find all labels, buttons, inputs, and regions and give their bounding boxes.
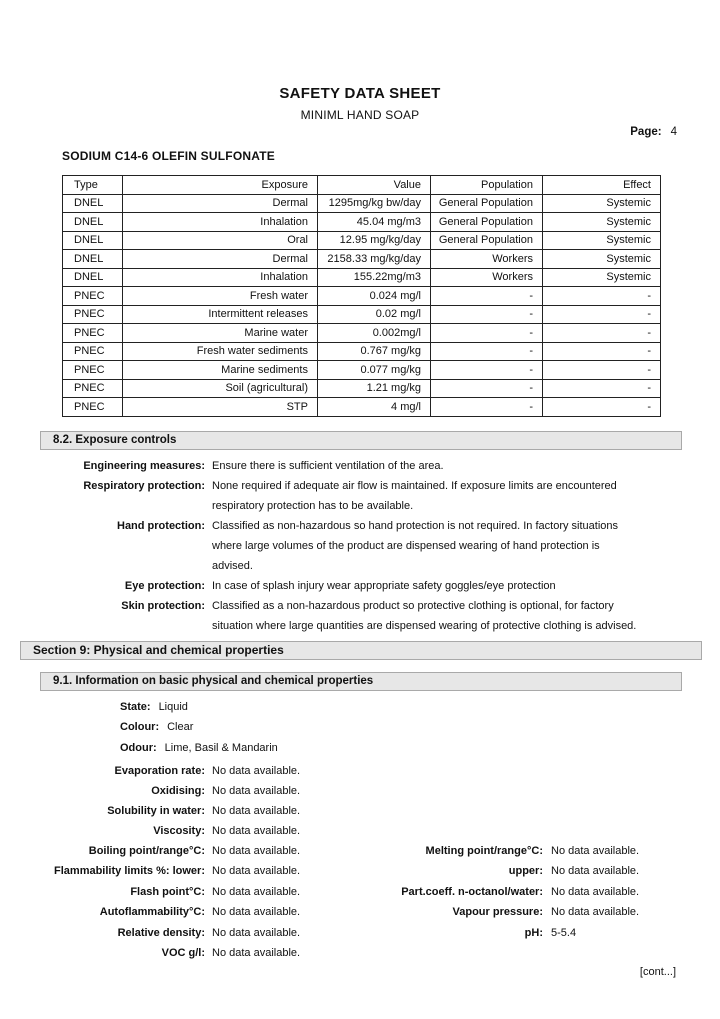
table-cell: STP [123,398,318,417]
table-cell: General Population [431,231,543,250]
table-cell: - [431,342,543,361]
field-value: No data available. [551,865,640,878]
table-cell: 0.077 mg/kg [318,361,431,380]
field-label: Boiling point/range°C: [88,845,205,857]
field-value: No data available. [551,885,640,898]
table-row [63,379,661,398]
table-cell: 1295mg/kg bw/day [318,194,431,213]
table-cell: - [543,287,661,306]
table-cell: DNEL [63,250,123,269]
table-cell: DNEL [63,194,123,213]
table-cell: - [431,361,543,380]
table-cell: DNEL [63,213,123,232]
table-cell: 2158.33 mg/kg/day [318,250,431,269]
table-row [63,194,661,213]
dnel-pnec-table [62,175,661,417]
table-cell: 1.21 mg/kg [318,379,431,398]
field-label: Melting point/range°C: [425,845,543,857]
table-row [63,398,661,417]
field-label: State: [120,700,151,713]
table-cell: - [431,305,543,324]
table-cell: - [543,379,661,398]
table-cell: Marine water [123,324,318,343]
table-cell: Systemic [543,268,661,287]
exposure-controls-list [0,456,720,636]
table-cell: Dermal [123,194,318,213]
field-flammability-limits [0,861,720,881]
field-autoflammability-vapour-pressure [0,902,720,922]
field-value: advised. [212,559,253,572]
field-value: No data available. [212,885,301,898]
field-label: Viscosity: [153,825,205,837]
table-cell: Inhalation [123,213,318,232]
field-value: 5-5.4 [551,926,577,939]
table-cell: Systemic [543,231,661,250]
field-label: Odour: [120,741,157,754]
table-cell: Workers [431,250,543,269]
field-label: Engineering measures: [83,459,205,472]
field-label: Oxidising: [151,785,205,797]
table-row [63,231,661,250]
table-cell: PNEC [63,361,123,380]
field-colour [120,717,720,738]
table-cell: PNEC [63,287,123,306]
table-cell: 12.95 mg/kg/day [318,231,431,250]
table-row [63,250,661,269]
table-cell: 0.024 mg/l [318,287,431,306]
table-cell: 155.22mg/m3 [318,268,431,287]
table-row [63,305,661,324]
table-row [63,342,661,361]
table-cell: PNEC [63,324,123,343]
table-cell: 0.767 mg/kg [318,342,431,361]
column-header-value: Value [318,176,431,195]
paired-property-list [0,841,720,963]
table-cell: - [543,324,661,343]
table-header-row [63,176,661,195]
field-value: No data available. [212,865,301,878]
field-value: No data available. [212,805,301,817]
table-cell: DNEL [63,268,123,287]
field-state [120,697,720,718]
table-cell: - [431,398,543,417]
field-label: upper: [508,865,543,878]
field-value: Lime, Basil & Mandarin [164,741,278,754]
table-cell: - [431,287,543,306]
field-label: Flammability limits %: lower: [54,865,205,878]
substance-name: SODIUM C14-6 OLEFIN SULFONATE [62,149,275,163]
field-label: Vapour pressure: [452,906,543,919]
table-cell: 4 mg/l [318,398,431,417]
field-value: respiratory protection has to be available. [212,499,414,512]
table-cell: General Population [431,194,543,213]
column-header-exposure: Exposure [123,176,318,195]
table-cell: Workers [431,268,543,287]
table-cell: 45.04 mg/m3 [318,213,431,232]
table-cell: PNEC [63,305,123,324]
page-number-value: 4 [670,126,677,138]
field-label: Autoflammability°C: [99,906,205,919]
field-label: pH: [524,926,543,939]
field-value: Clear [167,721,194,733]
field-value: Liquid [158,700,188,713]
table-cell: Systemic [543,250,661,269]
table-cell: Systemic [543,194,661,213]
continuation-marker: [cont...] [639,966,676,978]
field-value: No data available. [551,845,640,857]
field-value: No data available. [212,906,301,919]
field-value: In case of splash injury wear appropriate safety goggles/eye protection [212,579,556,592]
table-cell: PNEC [63,379,123,398]
field-value: No data available. [212,845,301,857]
field-value: No data available. [212,765,301,777]
table-cell: General Population [431,213,543,232]
field-label: Solubility in water: [107,805,205,817]
field-label: Flash point°C: [130,885,205,898]
table-cell: 0.02 mg/l [318,305,431,324]
table-cell: PNEC [63,342,123,361]
table-cell: Dermal [123,250,318,269]
table-cell: - [431,379,543,398]
field-evaporation-rate [0,761,720,781]
table-cell: - [543,342,661,361]
field-value: situation where large quantities are dispensed wearing of protective clothing is advised. [212,619,637,632]
table-cell: - [543,398,661,417]
table-cell: Fresh water [123,287,318,306]
table-cell: Intermittent releases [123,305,318,324]
table-cell: DNEL [63,231,123,250]
table-row [63,324,661,343]
field-label: Evaporation rate: [114,765,205,777]
field-value: No data available. [212,926,301,939]
table-cell: Marine sediments [123,361,318,380]
field-value: No data available. [551,906,640,919]
table-row [63,268,661,287]
table-cell: Soil (agricultural) [123,379,318,398]
field-flash-point-part-coeff [0,882,720,902]
field-label: Eye protection: [124,579,205,592]
table-row [63,287,661,306]
field-solubility-in-water [0,801,720,821]
field-value: where large volumes of the product are dispensed wearing of hand protection is [212,539,600,552]
field-label: VOC g/l: [161,947,205,960]
table-cell: Fresh water sediments [123,342,318,361]
field-eye-protection [0,576,720,596]
field-relative-density-ph [0,923,720,943]
table-cell: Systemic [543,213,661,232]
section-9-1-heading: 9.1. Information on basic physical and chemical properties [40,672,682,691]
table-cell: - [543,361,661,380]
page-number [0,126,720,139]
single-property-list [0,761,720,841]
field-label: Colour: [120,721,160,733]
field-value: None required if adequate air flow is maintained. If exposure limits are encountered [212,479,617,492]
field-label: Part.coeff. n-octanol/water: [401,885,543,898]
column-header-effect: Effect [543,176,661,195]
section-8-2-heading: 8.2. Exposure controls [40,431,682,450]
field-boiling-melting-point [0,841,720,861]
table-row [63,213,661,232]
product-name: MINIML HAND SOAP [300,108,420,122]
field-value: Ensure there is sufficient ventilation of the area. [212,459,444,472]
field-label: Respiratory protection: [83,479,205,492]
page-number-label: Page: [630,126,662,138]
table-cell: PNEC [63,398,123,417]
column-header-type: Type [63,176,123,195]
field-value: No data available. [212,947,301,960]
physical-state-list [0,697,720,759]
table-cell: - [543,305,661,324]
field-oxidising [0,781,720,801]
table-cell: Inhalation [123,268,318,287]
field-hand-protection [0,516,720,576]
table-row [63,361,661,380]
field-value: Classified as a non-hazardous product so protective clothing is optional, for factory [212,599,614,612]
field-respiratory-protection [0,476,720,516]
section-9-heading: Section 9: Physical and chemical properties [20,641,702,660]
field-label: Hand protection: [117,519,205,532]
field-odour [120,738,720,759]
table-cell: - [431,324,543,343]
field-label [377,943,543,963]
column-header-population: Population [431,176,543,195]
table-cell: 0.002mg/l [318,324,431,343]
field-value: No data available. [212,825,301,837]
field-skin-protection [0,596,720,636]
field-label: Skin protection: [121,599,205,612]
table-cell: Oral [123,231,318,250]
field-viscosity [0,821,720,841]
field-label: Relative density: [117,926,205,939]
field-value: No data available. [212,785,301,797]
field-voc [0,943,720,963]
document-title: SAFETY DATA SHEET [279,85,441,102]
field-engineering-measures [0,456,720,476]
field-value: Classified as non-hazardous so hand protection is not required. In factory situations [212,519,619,532]
